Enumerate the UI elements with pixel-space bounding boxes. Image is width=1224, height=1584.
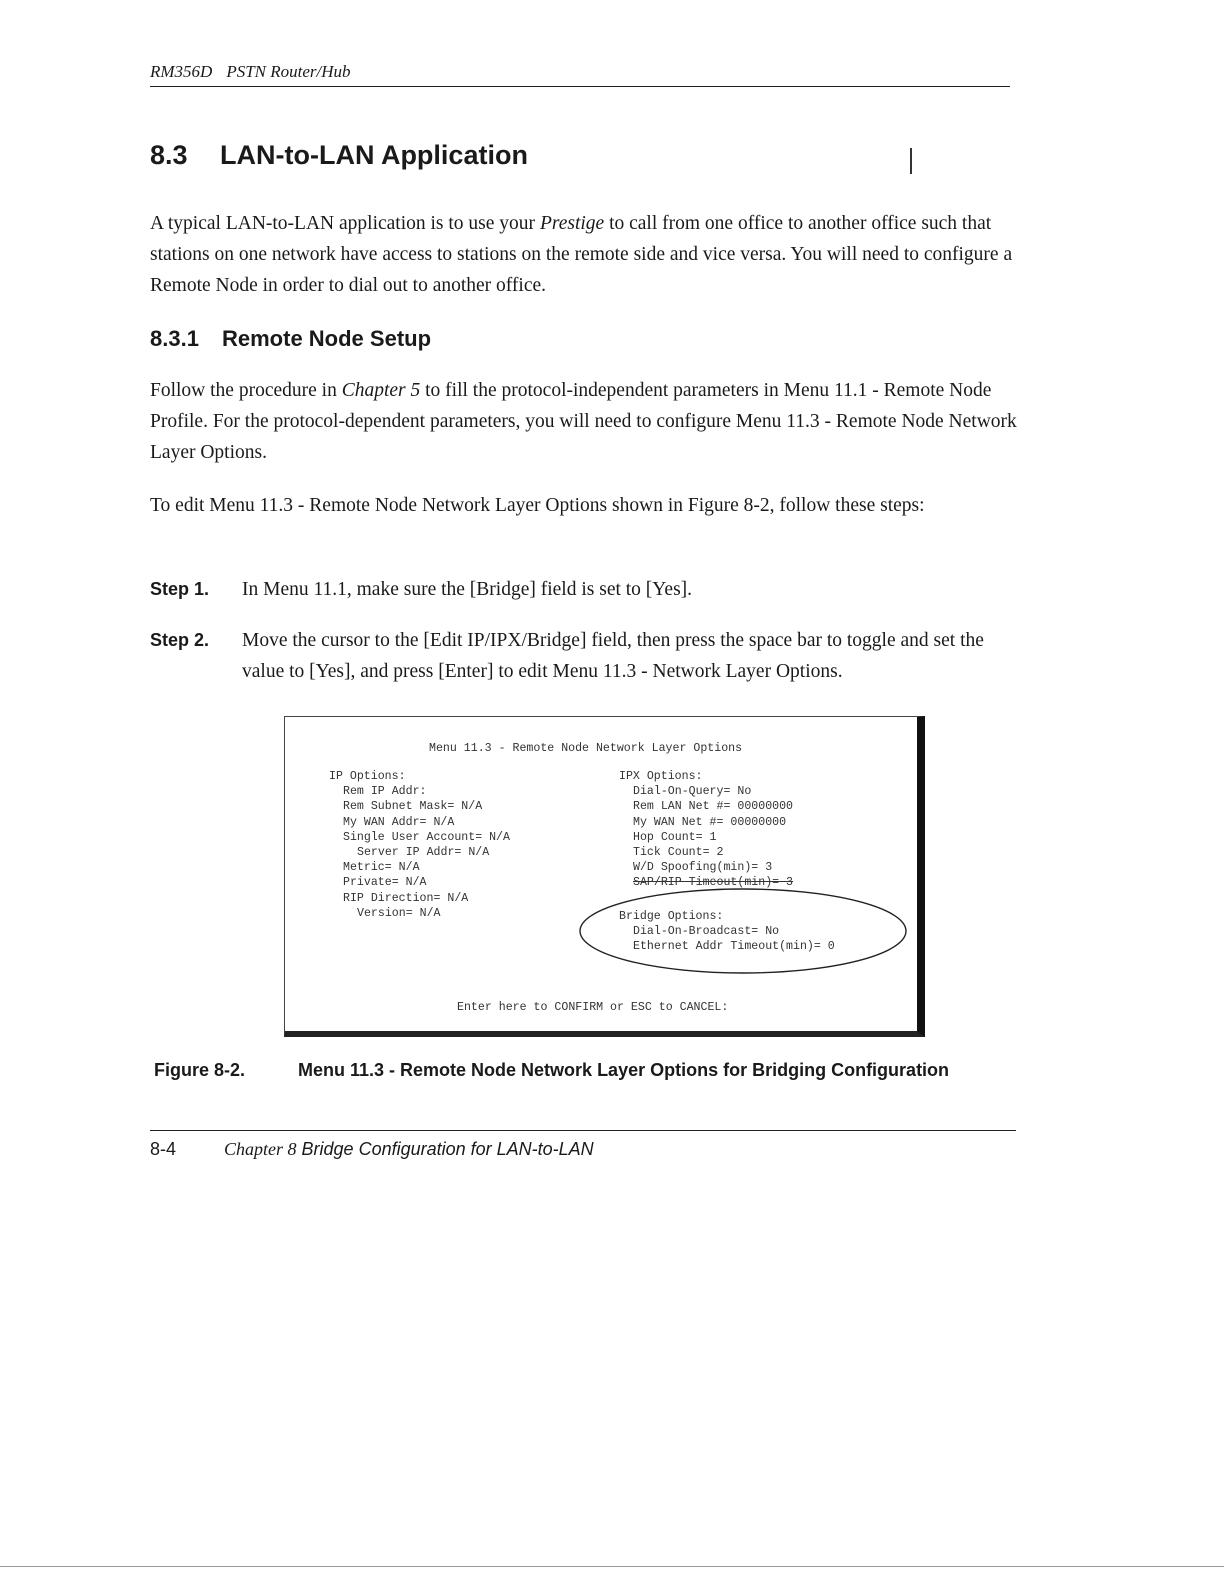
step-label: Step 1. — [150, 579, 210, 599]
page-number: 8-4 — [150, 1139, 177, 1159]
step-text: In Menu 11.1, make sure the [Bridge] field is set to [Yes]. — [242, 579, 693, 600]
ip-field: Single User Account= N/A — [343, 830, 510, 844]
step-label: Step 2. — [150, 630, 210, 650]
section-number: 8.3 — [150, 140, 188, 170]
ipx-field: My WAN Net #= 00000000 — [633, 815, 787, 829]
section-title: LAN-to-LAN Application — [220, 140, 528, 170]
ip-field: Rem IP Addr: — [343, 785, 427, 799]
intro-text-end: to call from one office to another office such that stations on one network have access to stations on the remote side and vice versa. You will need to configure a Remote Node in order to dial out to another office. — [150, 213, 1013, 296]
ipx-field: SAP/RIP Timeout(min)= 3 — [633, 876, 794, 890]
confirm-prompt: Enter here to CONFIRM or ESC to CANCEL: — [457, 1001, 729, 1014]
product-name: Prestige — [539, 213, 605, 234]
chapter-reference: Chapter 5 — [341, 380, 421, 401]
edit-instructions-paragraph: To edit Menu 11.3 - Remote Node Network Layer Options shown in Figure 8-2, follow these steps: — [150, 495, 925, 516]
ipx-field: Dial-On-Query= No — [633, 785, 752, 799]
header-product: PSTN Router/Hub — [226, 62, 351, 81]
header-model: RM356D — [150, 62, 213, 81]
page-footer — [150, 1130, 1016, 1160]
bridge-field: Ethernet Addr Timeout(min)= 0 — [633, 940, 835, 954]
chapter-title — [224, 1139, 594, 1159]
ip-options-header: IP Options: — [329, 770, 406, 783]
procedure-paragraph — [150, 375, 1018, 468]
bridge-options-header: Bridge Options: — [619, 910, 724, 923]
step-text: Move the cursor to the [Edit IP/IPX/Bridge] field, then press the space bar to toggle and set the value to [Yes], and press [Enter] to edit Menu 11.3 - Network Layer Options. — [242, 630, 984, 682]
step-2 — [150, 625, 1020, 687]
running-header — [150, 62, 1010, 87]
scan-mark — [910, 148, 912, 174]
ipx-field: W/D Spoofing(min)= 3 — [633, 861, 773, 875]
intro-text-start: A typical LAN-to-LAN application is to use your — [150, 213, 540, 234]
ip-field: Private= N/A — [343, 876, 427, 890]
procedure-text-end: to fill the protocol-independent parameters in Menu 11.1 - Remote Node Profile. For the protocol-dependent parameters, you will need to configure Menu 11.3 - Remote Node Network Layer Options. — [150, 380, 1017, 463]
procedure-text-start: Follow the procedure in — [150, 380, 342, 401]
ipx-options — [619, 769, 793, 891]
chapter-title-text: Bridge Configuration for LAN-to-LAN — [301, 1139, 594, 1159]
ip-field: Server IP Addr= N/A — [357, 846, 490, 860]
ipx-field: Hop Count= 1 — [633, 830, 717, 844]
chapter-prefix: Chapter 8 — [224, 1139, 297, 1159]
ip-options — [329, 769, 510, 921]
ipx-field: Rem LAN Net #= 00000000 — [633, 800, 794, 814]
ip-field: Rem Subnet Mask= N/A — [343, 800, 483, 814]
step-1 — [150, 574, 1020, 605]
intro-paragraph — [150, 208, 1018, 301]
figure-label: Figure 8-2. — [154, 1060, 246, 1080]
figure-title: Menu 11.3 - Remote Node Network Layer Options for Bridging Configuration — [298, 1060, 950, 1080]
ipx-field: Tick Count= 2 — [633, 846, 724, 860]
subsection-number: 8.3.1 — [150, 326, 199, 351]
bridge-field: Dial-On-Broadcast= No — [633, 925, 780, 939]
bridge-options — [619, 909, 835, 955]
subsection-heading — [150, 326, 431, 352]
terminal-screenshot — [284, 716, 925, 1037]
ip-field: Version= N/A — [357, 906, 441, 920]
menu-title: Menu 11.3 - Remote Node Network Layer Options — [429, 742, 743, 755]
ipx-options-header: IPX Options: — [619, 770, 703, 783]
ip-field: Metric= N/A — [343, 861, 420, 875]
figure-caption — [154, 1060, 1034, 1081]
scan-edge-line — [0, 1566, 1224, 1567]
section-heading — [150, 140, 528, 171]
ip-field: My WAN Addr= N/A — [343, 815, 455, 829]
subsection-title: Remote Node Setup — [222, 326, 432, 351]
ip-field: RIP Direction= N/A — [343, 891, 469, 905]
